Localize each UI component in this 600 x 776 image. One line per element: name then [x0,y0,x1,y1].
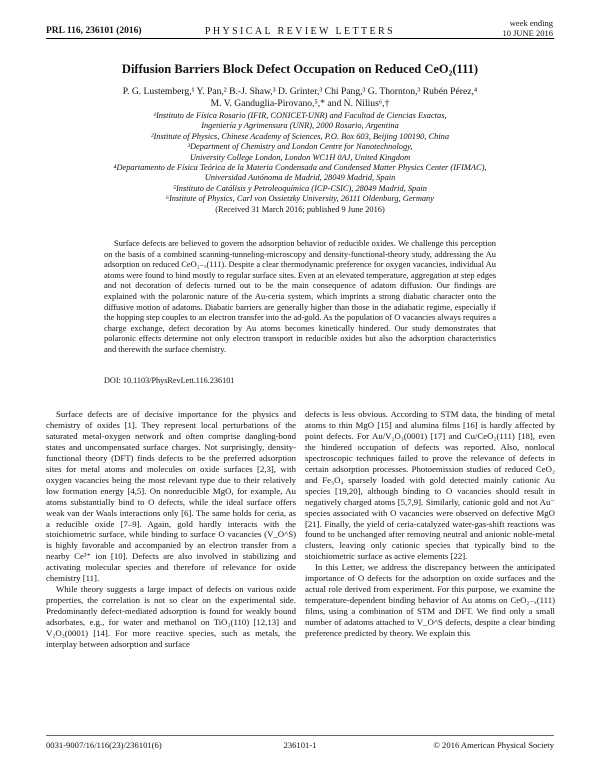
body-paragraph: In this Letter, we address the discrepancy between the anticipated importance of O defects for the adsorption on oxide surfaces and the actual role derived from experiment. For this purpose, we examine the temperature-dependent binding behavior of Au atoms on CeO₂₋ₓ(111) films, using a combination of STM and DFT. We find only a small number of adatoms attached to V_O^S defects, despite a clear binding preference predicted by theory. We explain this [305,562,555,639]
affiliation-line: ³Department of Chemistry and London Centre for Nanotechnology, [187,142,413,152]
body-paragraph: defects is less obvious. According to STM data, the binding of metal atoms to thin MgO [15] and alumina films [16] is hardly affected by point defects. For Au/V₂O₃(0001) [17] and Cu/CeO₂(111) [18], even the hindered occupation of defects was reported. Also, nonlocal spectroscopic techniques failed to prove the relevance of defects in certain adsorption processes. Photoemission studies of reduced CeO₂ and Fe₃O₄ sparsely loaded with gold detected mainly cationic Au species [19,20], although binding to O vacancies should result in negatively charged atoms [5,7,9]. Similarly, cationic gold and not Au⁻ species associated with O vacancies were observed on defective MgO [21]. Finally, the yield of ceria-catalyzed water-gas-shift reactions was found to be unchanged after removing neutral and anionic noble-metal clusters, leaving only cationic species that typically bind to the stoichiometric surface as active elements [22]. [305,409,555,562]
page-number: 236101-1 [283,740,317,750]
week-label: week ending [509,18,553,28]
affiliation-line: ⁶Institute of Physics, Carl von Ossietzky University, 26111 Oldenburg, Germany [166,194,434,204]
article-code: 0031-9007/16/116(23)/236101(6) [46,740,162,750]
body-paragraph: Surface defects are of decisive importance for the physics and chemistry of oxides [1]. They represent local perturbations of the saturated metal-oxygen network and often comprise dangling-bond states and uncompensated surface charges. Not surprisingly, density-functional theory (DFT) finds defects to be the preferred adsorption sites for metal atoms and molecules on oxide surfaces [2,3], with oxygen vacancies being the most relevant type due to their relatively low formation energy [4,5]. On nonreducible MgO, for example, Au atoms substantially bind to O defects, while the ideal surface offers weak van der Waals interactions only [6]. The same holds for ceria, as a reducible oxide [7–9]. Again, gold hardly interacts with the stoichiometric surface, while binding to surface O vacancies (V_O^S) is highly favorable and accompanied by an electron transfer from a nearby Ce³⁺ ion [10]. Defects are also involved in stabilizing and activating molecular species and therefore of relevance for oxide chemistry [11]. [46,409,296,584]
affiliation-line: ²Institute of Physics, Chinese Academy of Sciences, P.O. Box 603, Beijing 100190, China [150,131,450,141]
affiliation-line: ¹Instituto de Física Rosario (IFIR, CONICET-UNR) and Facultad de Ciencias Exactas, [153,111,447,120]
abstract-text: Surface defects are believed to govern the adsorption behavior of reducible oxides. We challenge this perception on the basis of a combined scanning-tunneling-microscopy and density-functional-theory study, addressing the Au adsorption on reduced CeO₂₋ₓ(111). Despite a clear thermodynamic preference for oxygen vacancies, individual Au atoms were found to bind mostly to regular surface sites. Even at an elevated temperature, aggregation at step edges and not decoration of defects turned out to be the main consequence of adatom diffusion. Our findings are explained with the polaronic nature of the Au-ceria system, which imprints a strong diabatic character onto the diffusive motion of adatoms. Diabatic barriers are generally higher than those in the adiabatic regime, especially if the hopping step couples to an electron transfer into the ad-gold. As the population of O vacancies always requires a charge exchange, defect decoration by Au atoms becomes kinetically hindered. Our study demonstrates that polaronic effects determine not only electron transport in reducible oxides but also the adsorption characteristics and therewith the surface chemistry. [104,238,496,354]
copyright: © 2016 American Physical Society [433,740,554,750]
affiliation-line: ⁴Departamento de Física Teórica de la Materia Condensada and Condensed Matter Physics Center (IFIMAC), [113,163,487,173]
affiliation-line: University College London, London WC1H 0AJ, United Kingdom [189,152,411,162]
week-ending [502,19,553,38]
header-rule [46,38,554,39]
author-line: M. V. Ganduglia-Pirovano,⁵,* and N. Nilius⁶,† [210,97,390,109]
author-list [40,86,560,109]
affiliation-line: Universidad Autónoma de Madrid, 28049 Madrid, Spain [204,173,396,183]
author-line: P. G. Lustemberg,¹ Y. Pan,² B.-J. Shaw,³ D. Grinter,³ Chi Pang,³ G. Thornton,³ Rubén Pérez,⁴ [122,86,478,97]
paper-title: Diffusion Barriers Block Defect Occupation on Reduced CeO₂(111) [121,62,479,76]
footer-rule [46,735,554,736]
doi [104,376,234,385]
affiliations [36,111,564,215]
week-date: 10 JUNE 2016 [502,27,553,38]
body-column-left [46,409,296,650]
journal-name: PHYSICAL REVIEW LETTERS [204,26,396,37]
doi-label: DOI: [104,376,121,385]
doi-link[interactable]: 10.1103/PhysRevLett.116.236101 [122,376,235,385]
affiliation-line: ⁵Instituto de Catálisis y Petroleoquímica (ICP-CSIC), 28049 Madrid, Spain [173,183,427,193]
citation: PRL 116, 236101 (2016) [46,26,142,36]
body-paragraph: While theory suggests a large impact of defects on various oxide properties, the correlation is not so clear on the experimental side. Predominantly defect-mediated adsorption is found for weakly bound adsorbates, e.g., for water and methanol on TiO₂(110) [12,13] and V₂O₃(0001) [14]. For more reactive species, such as metals, the interplay between adsorption and surface [46,584,296,650]
abstract [104,238,496,355]
affiliation-line: Ingeniería y Agrimensura (UNR), 2000 Rosario, Argentina [201,121,399,131]
body-column-right [305,409,555,639]
received-date: (Received 31 March 2016; published 9 June 2016) [215,204,385,214]
